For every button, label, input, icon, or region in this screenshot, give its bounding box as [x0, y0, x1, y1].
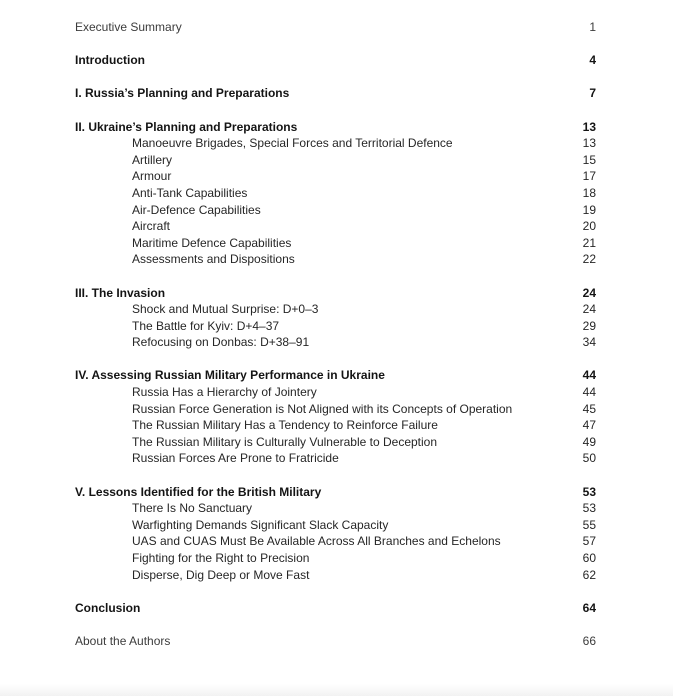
toc-subentry-title: Russia Has a Hierarchy of Jointery: [132, 385, 317, 400]
toc-subentry-title: The Battle for Kyiv: D+4–37: [132, 318, 280, 333]
toc-entry-section-5[interactable]: [75, 484, 596, 501]
toc-subentry-page: 17: [582, 169, 596, 184]
toc-subentry-page: 45: [582, 401, 596, 416]
toc-subentry-title: Artillery: [132, 152, 173, 167]
toc-entry-page: 13: [582, 119, 596, 134]
toc-entry-title: Conclusion: [75, 600, 141, 615]
toc-subentry[interactable]: [75, 301, 596, 318]
toc-subentry-page: 62: [582, 567, 596, 582]
spacer: [75, 102, 596, 119]
toc-subentry-title: Russian Force Generation is Not Aligned with its Concepts of Operation: [132, 401, 513, 416]
toc-subentry[interactable]: [75, 235, 596, 252]
toc-subentry-page: 57: [582, 534, 596, 549]
toc-subentry-page: 18: [582, 185, 596, 200]
toc-entry-page: 66: [582, 633, 596, 648]
spacer: [75, 268, 596, 285]
toc-subentry[interactable]: [75, 218, 596, 235]
toc-subentry-title: The Russian Military Has a Tendency to Reinforce Failure: [132, 418, 438, 433]
toc-subentry-page: 47: [582, 418, 596, 433]
toc-subentry-title: Anti-Tank Capabilities: [132, 185, 248, 200]
spacer: [75, 616, 596, 633]
toc-subentry-title: Maritime Defence Capabilities: [132, 235, 292, 250]
spacer: [75, 583, 596, 600]
toc-entry-section-4[interactable]: [75, 367, 596, 384]
toc-subentry[interactable]: [75, 318, 596, 335]
toc-entry-title: I. Russia’s Planning and Preparations: [75, 86, 290, 101]
toc-entry-title: Executive Summary: [75, 20, 182, 34]
toc-subentry[interactable]: [75, 384, 596, 401]
spacer: [75, 351, 596, 368]
toc-subentry[interactable]: [75, 251, 596, 268]
toc-entry-title: Introduction: [75, 53, 145, 68]
toc-entry-title: II. Ukraine’s Planning and Preparations: [75, 119, 298, 134]
toc-subentry[interactable]: [75, 401, 596, 418]
toc-subentry-page: 34: [582, 335, 596, 350]
toc-subentry[interactable]: [75, 434, 596, 451]
toc-entry-introduction[interactable]: [75, 52, 596, 69]
toc-subentry-title: Manoeuvre Brigades, Special Forces and Territorial Defence: [132, 136, 453, 151]
toc-subentry[interactable]: [75, 533, 596, 550]
toc-subentry-title: Fighting for the Right to Precision: [132, 551, 310, 565]
toc-entry-page: 4: [589, 53, 596, 68]
toc-subentry-page: 15: [582, 152, 596, 167]
toc-subentry-page: 13: [582, 136, 596, 151]
toc-subentry-page: 49: [582, 434, 596, 449]
toc-subentry-title: Aircraft: [132, 219, 171, 234]
toc-entry-conclusion[interactable]: [75, 600, 596, 617]
spacer: [75, 36, 596, 53]
toc-entry-page: 44: [582, 368, 596, 383]
toc-entry-section-1[interactable]: [75, 85, 596, 102]
toc-subentry[interactable]: [75, 334, 596, 351]
spacer: [75, 467, 596, 484]
toc-subentry-page: 24: [582, 302, 596, 317]
toc-subentry[interactable]: [75, 500, 596, 517]
toc-subentry[interactable]: [75, 202, 596, 219]
toc-subentry[interactable]: [75, 152, 596, 169]
toc-subentry-title: Shock and Mutual Surprise: D+0–3: [132, 302, 319, 317]
toc-subentry-page: 21: [582, 235, 596, 250]
toc-subentry[interactable]: [75, 417, 596, 434]
toc-subentry-title: Russian Forces Are Prone to Fratricide: [132, 451, 339, 466]
toc-subentry[interactable]: [75, 185, 596, 202]
toc-entry-title: V. Lessons Identified for the British Military: [75, 484, 322, 499]
toc-subentry-page: 20: [582, 219, 596, 234]
toc-subentry-page: 50: [582, 451, 596, 466]
toc-subentry-page: 53: [582, 501, 596, 516]
toc-subentry-title: Warfighting Demands Significant Slack Capacity: [132, 517, 389, 532]
toc-subentry[interactable]: [75, 517, 596, 534]
toc-subentry-title: Air-Defence Capabilities: [132, 202, 261, 217]
toc-entry-about-the-authors[interactable]: [75, 633, 596, 650]
toc-entry-section-3[interactable]: [75, 285, 596, 302]
toc-subentry-title: There Is No Sanctuary: [132, 501, 253, 516]
toc-subentry-title: Assessments and Dispositions: [132, 252, 295, 267]
table-of-contents: [75, 19, 596, 650]
toc-subentry[interactable]: [75, 550, 596, 567]
toc-subentry-page: 29: [582, 318, 596, 333]
toc-entry-title: IV. Assessing Russian Military Performance in Ukraine: [75, 368, 385, 383]
toc-subentry-page: 44: [582, 385, 596, 400]
toc-entry-page: 7: [589, 86, 596, 101]
toc-subentry[interactable]: [75, 450, 596, 467]
toc-entry-page: 53: [582, 484, 596, 499]
toc-subentry-title: Disperse, Dig Deep or Move Fast: [132, 567, 310, 582]
toc-subentry-page: 60: [582, 551, 596, 565]
toc-subentry[interactable]: [75, 135, 596, 152]
toc-subentry-title: Armour: [132, 169, 172, 184]
toc-subentry-title: The Russian Military is Culturally Vulnerable to Deception: [132, 434, 438, 449]
toc-subentry[interactable]: [75, 168, 596, 185]
toc-subentry[interactable]: [75, 567, 596, 584]
toc-subentry-title: UAS and CUAS Must Be Available Across All Branches and Echelons: [132, 534, 501, 549]
toc-entry-executive-summary[interactable]: [75, 19, 596, 36]
toc-subentry-page: 22: [582, 252, 596, 267]
toc-entry-title: III. The Invasion: [75, 285, 166, 300]
toc-entry-page: 1: [589, 20, 596, 34]
toc-subentry-page: 55: [582, 517, 596, 532]
toc-subentry-title: Refocusing on Donbas: D+38–91: [132, 335, 310, 350]
toc-entry-page: 24: [582, 285, 596, 300]
toc-entry-section-2[interactable]: [75, 119, 596, 136]
page-bottom-edge: [0, 684, 673, 696]
toc-entry-page: 64: [582, 600, 596, 615]
toc-subentry-page: 19: [582, 202, 596, 217]
toc-entry-title: About the Authors: [75, 633, 171, 648]
spacer: [75, 69, 596, 86]
